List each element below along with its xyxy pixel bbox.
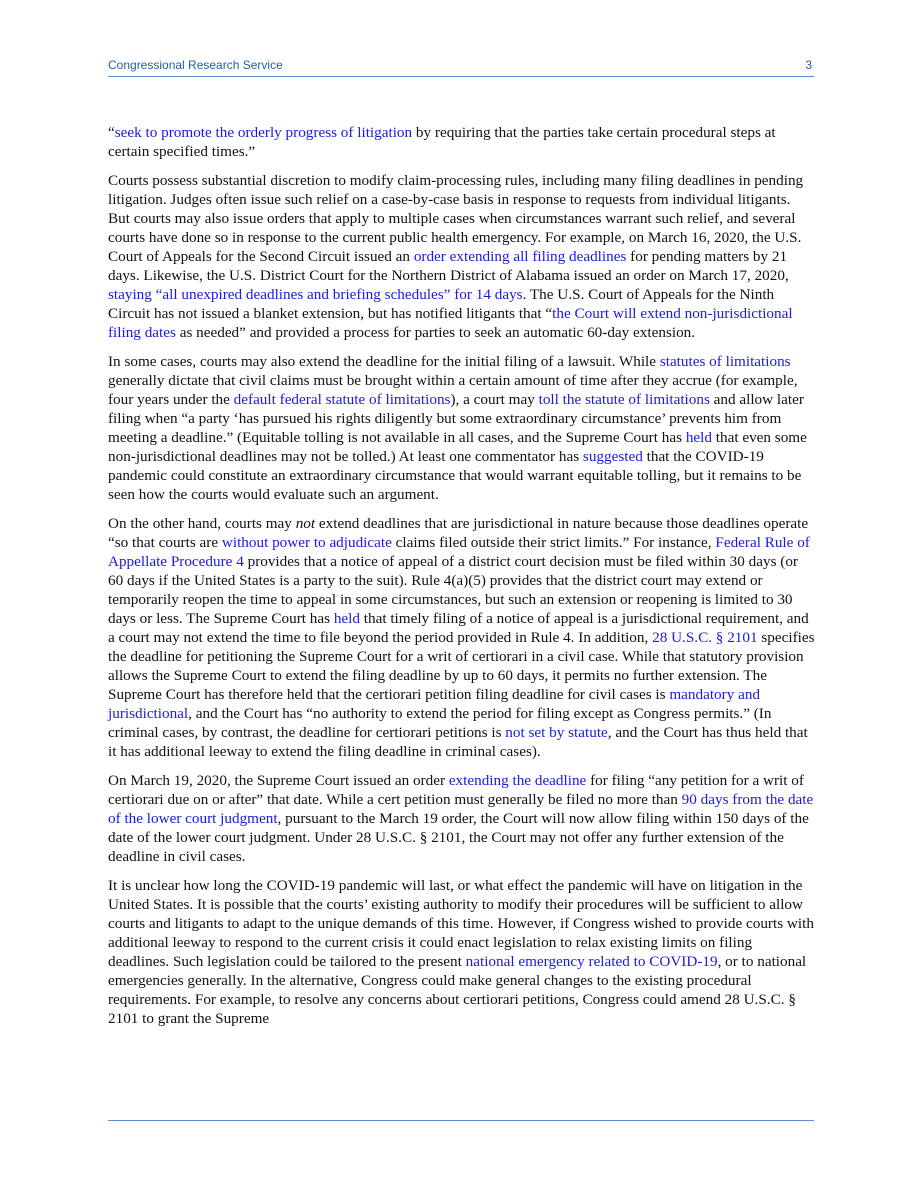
body-text: On March 19, 2020, the Supreme Court issued an order — [108, 772, 449, 789]
footer-rule — [108, 1120, 814, 1121]
paragraph — [108, 352, 816, 504]
inline-link[interactable]: held — [685, 429, 712, 446]
document-body — [108, 123, 816, 1038]
body-text: claims filed outside their strict limits.” For instance, — [391, 534, 716, 551]
body-text: by requiring that the parties take certain procedural steps at certain specified times.” — [108, 124, 776, 160]
inline-link[interactable]: the Court will extend non-jurisdictional filing dates — [108, 305, 793, 341]
body-text: On the other hand, courts may — [108, 515, 296, 532]
body-text: “ — [108, 124, 115, 141]
inline-link[interactable]: Federal Rule of Appellate Procedure 4 — [108, 534, 810, 570]
body-text: , or to national emergencies generally. In the alternative, Congress could make general changes to the existing procedural requirements. For example, to resolve any concerns about certiorari petitions, Congress could amend 28 U.S.C. § 2101 to grant the Supreme — [108, 953, 807, 1027]
body-text: specifies the deadline for petitioning the Supreme Court for a writ of certiorari in a civil case. While that statutory provision allows the Supreme Court to extend the filing deadline by up to 60 days, it permits no further extension. The Supreme Court has therefore held that the certiorari petition filing deadline for civil cases is — [108, 629, 815, 703]
body-text: generally dictate that civil claims must be brought within a certain amount of time after they accrue (for example, four years under the — [108, 372, 798, 408]
paragraph — [108, 771, 816, 866]
inline-link[interactable]: without power to adjudicate — [221, 534, 392, 551]
header-source: Congressional Research Service — [108, 58, 283, 72]
body-text: provides that a notice of appeal of a district court decision must be filed within 30 days (or 60 days if the United States is a party to the suit). Rule 4(a)(5) provides that the district court may extend or temporarily reopen the time to appeal in some circumstances, but such an extension or reopening is limited to 30 days or less. The Supreme Court has — [108, 553, 798, 627]
body-text: , pursuant to the March 19 order, the Court will now allow filing within 150 days of the date of the lower court judgment. Under 28 U.S.C. § 2101, the Court may not offer any further extension of the deadline in civil cases. — [108, 810, 809, 865]
body-text: for pending matters by 21 days. Likewise, the U.S. District Court for the Northern District of Alabama issued an order on March 17, 2020, — [108, 248, 789, 284]
body-text: , and the Court has thus held that it has additional leeway to extend the filing deadline in criminal cases). — [108, 724, 808, 760]
paragraph — [108, 123, 816, 161]
inline-link[interactable]: not set by statute — [505, 724, 608, 741]
paragraph — [108, 171, 816, 342]
inline-link[interactable]: 90 days from the date of the lower court judgment — [108, 791, 814, 827]
page-header — [108, 58, 814, 77]
inline-link[interactable]: mandatory and jurisdictional — [108, 686, 761, 722]
inline-link[interactable]: national emergency related to COVID-19 — [465, 953, 718, 970]
inline-link[interactable]: order extending all filing deadlines — [413, 248, 627, 265]
body-text: extend deadlines that are jurisdictional in nature because those deadlines operate “so that courts are — [108, 515, 809, 551]
inline-link[interactable]: seek to promote the orderly progress of litigation — [114, 124, 413, 141]
body-text: ), a court may — [450, 391, 539, 408]
emphasis-text: not — [295, 515, 316, 532]
body-text: and allow later filing when “a party ‘has pursued his rights diligently but some extraordinary circumstance’ prevents him from meeting a deadline.” (Equitable tolling is not available in all cases, and the Supreme Court has — [108, 391, 804, 446]
page-number: 3 — [805, 58, 812, 72]
body-text: that even some non-jurisdictional deadlines may not be tolled.) At least one commentator has — [108, 429, 807, 465]
body-text: Courts possess substantial discretion to modify claim-processing rules, including many filing deadlines in pending litigation. Judges often issue such relief on a case-by-case basis in response to requests from individual litigants. But courts may also issue orders that apply to multiple cases when circumstances warrant such relief, and several courts have done so in response to the current public health emergency. For example, on March 16, 2020, the U.S. Court of Appeals for the Second Circuit issued an — [108, 172, 804, 265]
paragraph — [108, 514, 816, 761]
inline-link[interactable]: default federal statute of limitations — [233, 391, 451, 408]
body-text: In some cases, courts may also extend the deadline for the initial filing of a lawsuit. While — [108, 353, 660, 370]
body-text: . The U.S. Court of Appeals for the Ninth Circuit has not issued a blanket extension, but has notified litigants that “ — [108, 286, 775, 322]
inline-link[interactable]: staying “all unexpired deadlines and briefing schedules” for 14 days — [108, 286, 523, 303]
body-text: that timely filing of a notice of appeal is a jurisdictional requirement, and a court may not extend the time to file beyond the period provided in Rule 4. In addition, — [108, 610, 809, 646]
inline-link[interactable]: statutes of limitations — [659, 353, 791, 370]
body-text: for filing “any petition for a writ of certiorari due on or after” that date. While a cert petition must generally be filed no more than — [108, 772, 804, 808]
body-text: as needed” and provided a process for parties to seek an automatic 60-day extension. — [175, 324, 696, 341]
paragraph — [108, 876, 816, 1028]
body-text: It is unclear how long the COVID-19 pandemic will last, or what effect the pandemic will have on litigation in the United States. It is possible that the courts’ existing authority to modify their procedures will be sufficient to allow courts and litigants to adapt to the unique demands of this time. However, if Congress wished to provide courts with additional leeway to respond to the current crisis it could enact legislation to relax existing limits on filing deadlines. Such legislation could be tailored to the present — [108, 877, 814, 970]
inline-link[interactable]: suggested — [582, 448, 643, 465]
body-text: that the COVID-19 pandemic could constitute an extraordinary circumstance that would warrant equitable tolling, but it remains to be seen how the courts would evaluate such an argument. — [108, 448, 802, 503]
body-text: , and the Court has “no authority to extend the period for filing except as Congress permits.” (In criminal cases, by contrast, the deadline for certiorari petitions is — [108, 705, 772, 741]
inline-link[interactable]: extending the deadline — [448, 772, 587, 789]
inline-link[interactable]: held — [333, 610, 360, 627]
inline-link[interactable]: 28 U.S.C. § 2101 — [652, 629, 758, 646]
inline-link[interactable]: toll the statute of limitations — [538, 391, 710, 408]
